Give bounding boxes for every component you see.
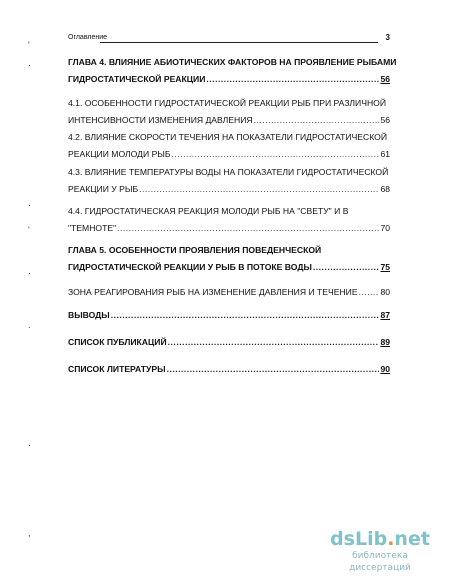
leader-dots — [359, 284, 380, 301]
leader-dots — [313, 259, 380, 276]
toc-entry-chapter-5[interactable] — [68, 242, 390, 276]
scan-mark: · — [28, 440, 31, 450]
toc-entry-text: 4.4. ГИДРОСТАТИЧЕСКАЯ РЕАКЦИЯ МОЛОДИ РЫБ НА "СВЕТУ" И В — [68, 206, 349, 216]
toc-page-number: 68 — [380, 184, 390, 194]
scan-mark: ' — [28, 40, 30, 50]
leader-dots — [139, 181, 379, 198]
toc-entry-section-4-1[interactable] — [68, 95, 390, 129]
toc-entry-text: РЕАКЦИИ МОЛОДИ РЫБ — [68, 149, 171, 159]
toc-page-number: 80 — [380, 287, 390, 297]
leader-dots — [172, 146, 380, 163]
toc-entry-text: ГИДРОСТАТИЧЕСКОЙ РЕАКЦИИ — [68, 74, 206, 84]
toc-entry-text: РЕАКЦИИ У РЫБ — [68, 184, 139, 194]
leader-dots — [254, 112, 380, 129]
leader-dots — [117, 220, 379, 237]
scan-mark: · — [28, 60, 31, 70]
toc-page-number: 89 — [380, 337, 390, 347]
toc-entry-conclusions[interactable] — [68, 307, 390, 324]
header-page-number: 3 — [385, 33, 390, 42]
leader-dots — [167, 361, 380, 378]
toc-entry-section-4-2[interactable] — [68, 129, 390, 163]
scan-mark: , — [28, 528, 31, 538]
toc-page-number: 56 — [380, 74, 390, 84]
toc-page-number: 56 — [380, 115, 390, 125]
toc-entry-text: ВЫВОДЫ — [68, 310, 110, 320]
scan-mark: · — [28, 268, 31, 278]
toc-entry-text: ГИДРОСТАТИЧЕСКОЙ РЕАКЦИИ У РЫБ В ПОТОКЕ ВОДЫ — [68, 262, 312, 272]
toc-entry-text: СПИСОК ПУБЛИКАЦИЙ — [68, 337, 167, 347]
dslib-logo: dsLib.net — [330, 528, 430, 550]
scan-mark: · — [28, 200, 31, 210]
toc-entry-chapter-4[interactable] — [68, 54, 397, 88]
leader-dots — [206, 71, 379, 88]
toc-entry-publications[interactable] — [68, 334, 390, 351]
toc-entry-section-4-3[interactable] — [68, 164, 390, 198]
dslib-watermark[interactable] — [324, 529, 436, 574]
watermark-subtitle: библиотека диссертаций — [349, 551, 411, 573]
toc-entry-literature[interactable] — [68, 361, 390, 378]
toc-entry-text: СПИСОК ЛИТЕРАТУРЫ — [68, 364, 166, 374]
toc-entry-text: ГЛАВА 5. ОСОБЕННОСТИ ПРОЯВЛЕНИЯ ПОВЕДЕНЧЕСКОЙ — [68, 245, 322, 255]
toc-page-number: 61 — [380, 149, 390, 159]
toc-entry-text: 4.3. ВЛИЯНИЕ ТЕМПЕРАТУРЫ ВОДЫ НА ПОКАЗАТЕЛИ ГИДРОСТАТИЧЕСКОЙ — [68, 167, 389, 177]
toc-page-number: 90 — [380, 364, 390, 374]
header-rule — [100, 42, 378, 43]
scan-mark: . — [28, 320, 31, 330]
header-label: Оглавление — [68, 34, 108, 41]
toc-entry-response-zone[interactable] — [68, 284, 390, 301]
toc-page-number: 75 — [380, 262, 390, 272]
toc-entry-text: 4.1. ОСОБЕННОСТИ ГИДРОСТАТИЧЕСКОЙ РЕАКЦИИ РЫБ ПРИ РАЗЛИЧНОЙ — [68, 98, 387, 108]
toc-entry-text: 4.2. ВЛИЯНИЕ СКОРОСТИ ТЕЧЕНИЯ НА ПОКАЗАТЕЛИ ГИДРОСТАТИЧЕСКОЙ — [68, 132, 388, 142]
toc-page-number: 87 — [380, 310, 390, 320]
toc-entry-text: ИНТЕНСИВНОСТИ ИЗМЕНЕНИЯ ДАВЛЕНИЯ — [68, 115, 253, 125]
toc-page-number: 70 — [380, 223, 390, 233]
running-header — [68, 34, 390, 48]
toc-entry-text: ГЛАВА 4. ВЛИЯНИЕ АБИОТИЧЕСКИХ ФАКТОРОВ НА ПРОЯВЛЕНИЕ РЫБАМИ — [68, 57, 397, 67]
leader-dots — [168, 334, 380, 351]
toc-entry-text: "ТЕМНОТЕ" — [68, 223, 117, 233]
scan-mark: ' — [28, 225, 30, 235]
leader-dots — [111, 307, 380, 324]
toc-entry-text: ЗОНА РЕАГИРОВАНИЯ РЫБ НА ИЗМЕНЕНИЕ ДАВЛЕНИЯ И ТЕЧЕНИЕ — [68, 287, 358, 297]
toc-entry-section-4-4[interactable] — [68, 203, 390, 237]
